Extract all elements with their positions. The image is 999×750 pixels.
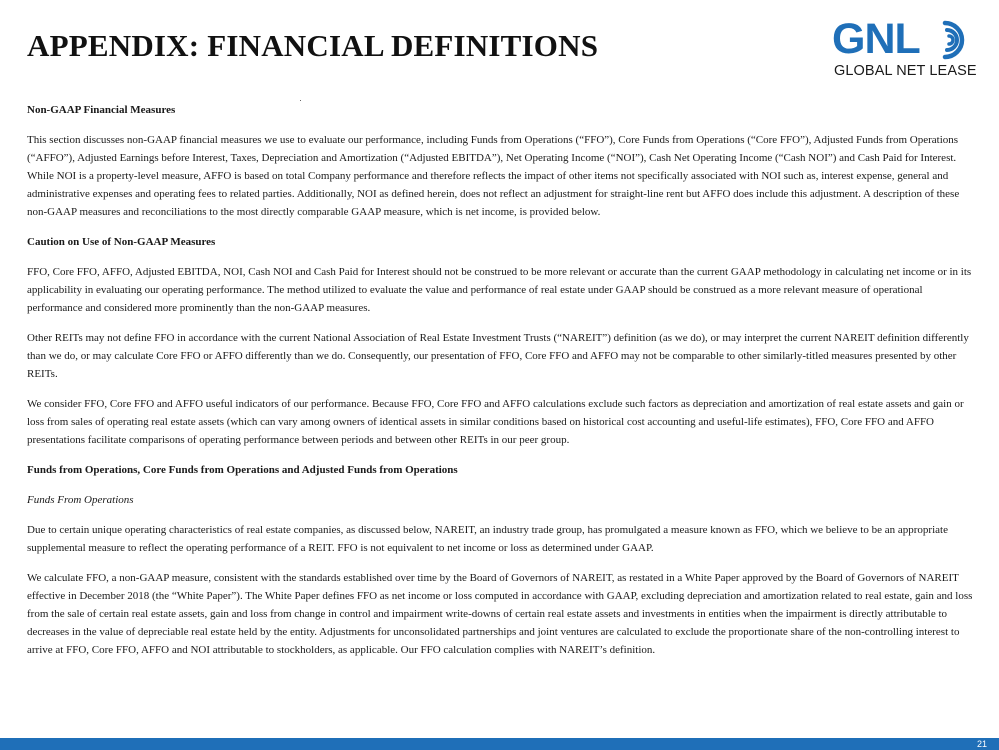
logo-wordmark: GNL [832,15,920,63]
document-body [27,101,977,671]
logo-swirl-icon [931,17,977,63]
page-title: APPENDIX: FINANCIAL DEFINITIONS [27,28,599,63]
section-subheading: Funds From Operations [27,494,134,506]
company-logo [832,14,982,86]
paragraph: Due to certain unique operating characteristics of real estate companies, as discussed below, NAREIT, an industry trade group, has promulgated a measure known as FFO, which we believe to be an appropriate supplemental measure to reflect the operating performance of a REIT. FFO is not equivalent to net income or loss as determined under GAAP. [27,524,948,554]
paragraph: This section discusses non-GAAP financial measures we use to evaluate our performance, including Funds from Operations (“FFO”), Core Funds from Operations (“Core FFO”), Adjusted Funds from Operations (“AFFO”), Adjusted Earnings before Interest, Taxes, Depreciation and Amortization (“Adjusted EBITDA”), Net Operating Income (“NOI”), Cash Net Operating Income (“Cash NOI”) and Cash Paid for Interest. While NOI is a property-level measure, AFFO is based on total Company performance and therefore reflects the impact of other items not specifically associated with NOI such as, interest expense, general and administrative expenses and operating fees to related parties. Additionally, NOI as defined herein, does not reflect an adjustment for straight-line rent but AFFO does include this adjustment. A description of these non-GAAP measures and reconciliations to the most directly comparable GAAP measure, which is net income, is provided below. [27,134,960,218]
paragraph: We calculate FFO, a non-GAAP measure, consistent with the standards established over time by the Board of Governors of NAREIT, as restated in a White Paper approved by the Board of Governors of NAREIT effective in December 2018 (the “White Paper”). The White Paper defines FFO as net income or loss computed in accordance with GAAP, excluding depreciation and amortization related to real estate, gain and loss from the sale of certain real estate assets, gain and loss from change in control and impairment write-downs of certain real estate assets and investments in entities when the impairment is directly attributable to decreases in the value of depreciable real estate held by the entity. Adjustments for unconsolidated partnerships and joint ventures are calculated to exclude the proportionate share of the non-controlling interest to arrive at FFO, Core FFO, AFFO and NOI attributable to stockholders, as applicable. Our FFO calculation complies with NAREIT’s definition. [27,572,973,656]
page-number: 21 [976,739,987,749]
paragraph: We consider FFO, Core FFO and AFFO useful indicators of our performance. Because FFO, Core FFO and AFFO calculations exclude such factors as depreciation and amortization of real estate assets and gain or loss from sales of operating real estate assets (which can vary among owners of identical assets in similar conditions based on historical cost accounting and useful-life estimates), FFO, Core FFO and AFFO presentations facilitate comparisons of operating performance between periods and between other REITs in our peer group. [27,398,964,446]
footer-bar [0,738,999,750]
logo-tagline: GLOBAL NET LEASE [834,63,977,79]
section-heading: Funds from Operations, Core Funds from Operations and Adjusted Funds from Operations [27,464,458,476]
section-heading: Caution on Use of Non-GAAP Measures [27,236,216,248]
paragraph: FFO, Core FFO, AFFO, Adjusted EBITDA, NOI, Cash NOI and Cash Paid for Interest should not be construed to be more relevant or accurate than the current GAAP methodology in calculating net income or in its applicability in evaluating our operating performance. The method utilized to evaluate the value and performance of real estate under GAAP should be construed as a more relevant measure of operational performance and considered more prominently than the non-GAAP measures. [27,266,972,314]
paragraph: Other REITs may not define FFO in accordance with the current National Association of Real Estate Investment Trusts (“NAREIT”) definition (as we do), or may interpret the current NAREIT definition differently than we do, or may calculate Core FFO or AFFO differently than we do. Consequently, our presentation of FFO, Core FFO and AFFO may not be comparable to other similarly-titled measures presented by other REITs. [27,332,969,380]
section-heading: Non-GAAP Financial Measures [27,104,176,116]
